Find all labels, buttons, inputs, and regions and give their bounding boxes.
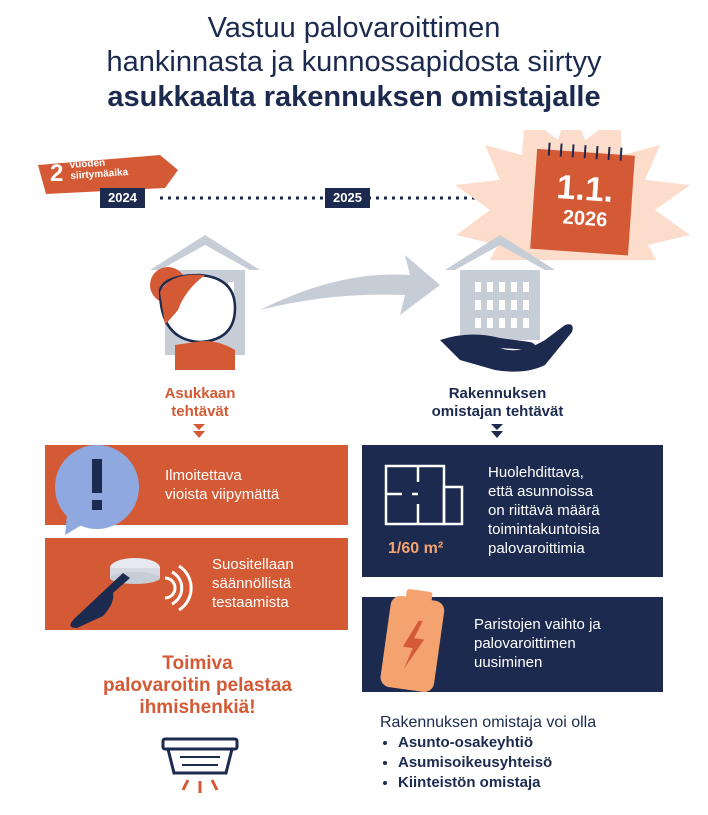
floor-plan-icon xyxy=(382,462,467,532)
resident-task2-text xyxy=(212,555,294,612)
deadline-year: 2026 xyxy=(562,206,608,232)
owner-type-item: • Kiinteistön omistaja xyxy=(398,773,700,793)
owner-house-icon xyxy=(445,235,555,340)
resident-task1-line1: Ilmoitettava xyxy=(165,467,242,484)
title-line-1: Vastuu palovaroittimen xyxy=(207,12,501,44)
owner-heading-line2: omistajan tehtävät xyxy=(431,403,564,420)
slogan-line3: ihmishenkiä! xyxy=(139,697,256,718)
resident-heading xyxy=(140,385,260,421)
owner-task1-line4: toimintakuntoisia xyxy=(488,521,600,538)
resident-task1-text xyxy=(165,466,279,504)
owner-task1-text xyxy=(488,463,600,558)
year-2024: 2024 xyxy=(100,188,145,208)
resident-task2-line2: säännöllistä xyxy=(212,575,292,592)
resident-heading-line2: tehtävät xyxy=(171,403,229,420)
resident-person-icon xyxy=(150,267,235,370)
owner-task2-line1: Paristojen vaihto ja xyxy=(474,616,601,633)
transition-number: 2 xyxy=(50,160,64,187)
owner-task1-line1: Huolehdittava, xyxy=(488,464,584,481)
owner-task1-line5: palovaroittimia xyxy=(488,540,585,557)
resident-task2-line3: testaamista xyxy=(212,594,289,611)
title-line-3: asukkaalta rakennuksen omistajalle xyxy=(107,81,601,113)
transition-text-line1: vuoden xyxy=(69,157,106,172)
resident-heading-line1: Asukkaan xyxy=(164,385,236,402)
owner-types xyxy=(380,713,700,793)
owner-heading xyxy=(400,385,595,421)
owner-down-arrow-icon xyxy=(489,424,505,440)
owner-type-item: • Asunto-osakeyhtiö xyxy=(398,733,700,753)
owner-heading-line1: Rakennuksen xyxy=(448,385,547,402)
slogan-line2: palovaroitin pelastaa xyxy=(102,675,292,696)
transition-text xyxy=(69,156,128,182)
transition-text-line2: siirtymäaika xyxy=(70,166,129,182)
owner-type-item: • Asumisoikeusyhteisö xyxy=(398,753,700,773)
owner-task1-line2: että asunnoissa xyxy=(488,483,594,500)
owner-task2-text xyxy=(474,615,601,672)
resident-task2-line1: Suositellaan xyxy=(212,556,294,573)
resident-task1-line2: vioista viipymättä xyxy=(165,486,280,503)
slogan xyxy=(45,653,350,719)
slogan-line1: Toimiva xyxy=(162,653,233,674)
smoke-detector-icon xyxy=(158,735,242,805)
resident-down-arrow-icon xyxy=(191,424,207,440)
illustrations xyxy=(0,230,708,375)
detector-ratio: 1/60 m² xyxy=(388,540,444,557)
title-line-2: hankinnasta ja kunnossapidosta siirtyy xyxy=(106,46,602,78)
smoke-detector-test-icon xyxy=(55,548,195,633)
owner-types-heading: Rakennuksen omistaja voi olla xyxy=(380,714,597,731)
battery-icon xyxy=(380,585,460,705)
owner-task2-line2: palovaroittimen xyxy=(474,635,576,652)
deadline-date: 1.1. xyxy=(555,168,615,210)
transfer-arrow-icon xyxy=(260,255,440,315)
owner-task1-line3: on riittävä määrä xyxy=(488,502,600,519)
exclamation-bubble-icon xyxy=(45,437,145,537)
year-2025: 2025 xyxy=(325,188,370,208)
owner-task2-line3: uusiminen xyxy=(474,654,543,671)
